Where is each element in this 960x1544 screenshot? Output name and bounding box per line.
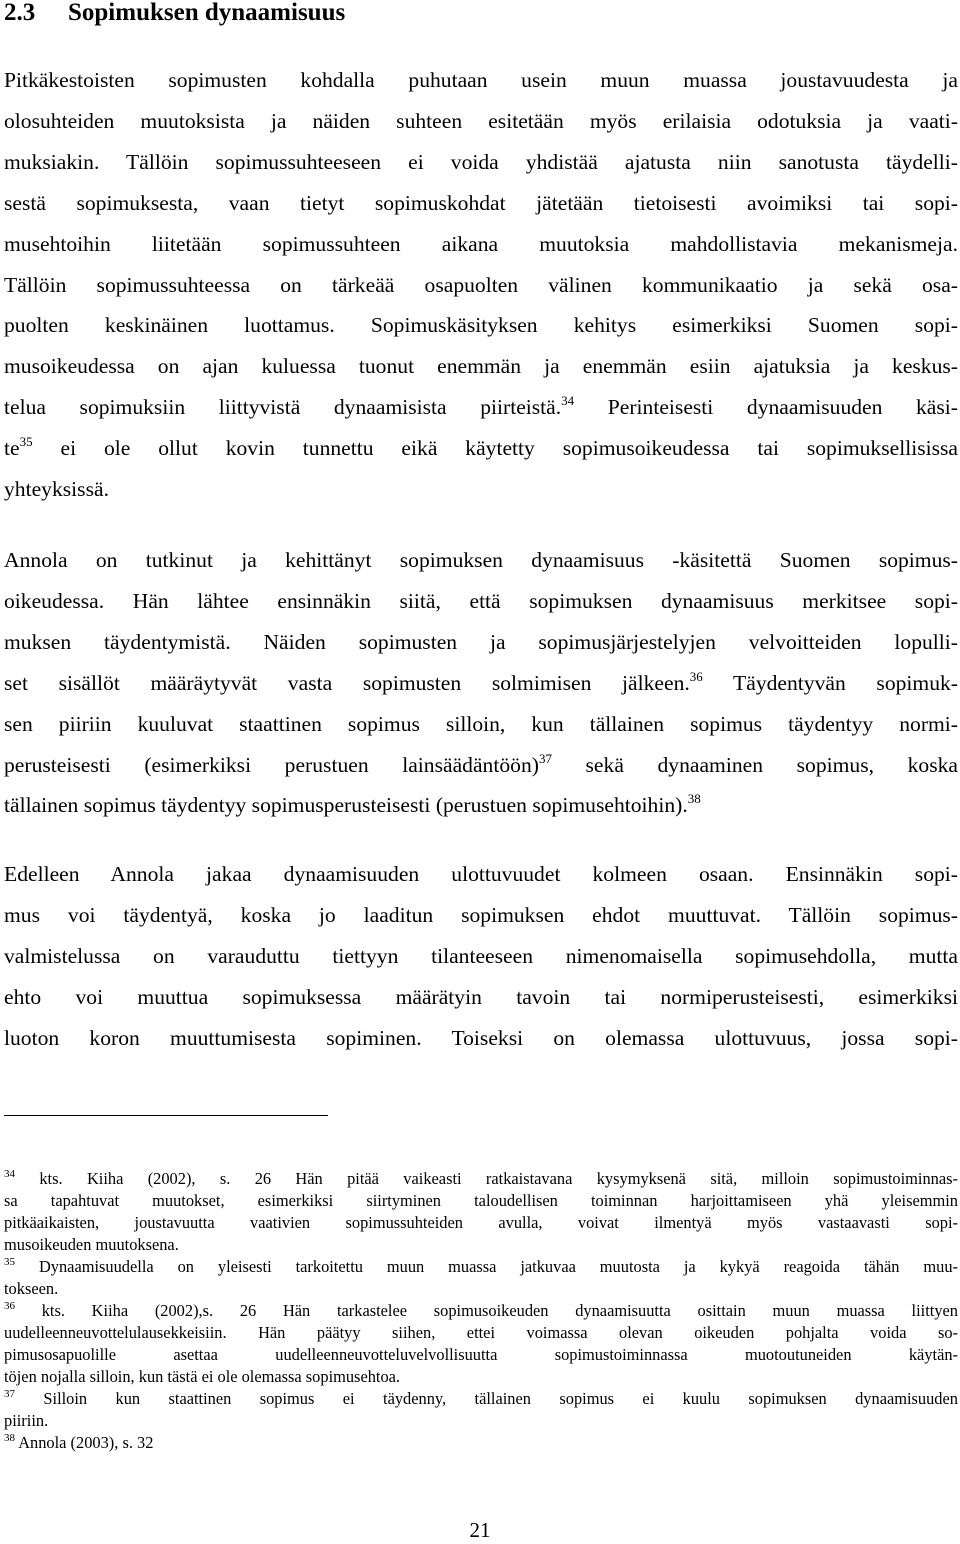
footnote-number: 34: [4, 1168, 15, 1180]
text-line: luoton koron muuttumisesta sopiminen. Toiseksi on olemassa ulottuvuus, jossa sopi-: [4, 1025, 958, 1050]
footnote-ref-37[interactable]: 37: [538, 750, 552, 766]
footnote-ref-34[interactable]: 34: [561, 393, 575, 409]
text-line: Pitkäkestoisten sopimusten kohdalla puhutaan usein muun muassa joustavuudesta ja: [4, 68, 958, 92]
footnote-line: pimusosapuolille asettaa uudelleenneuvotteluvelvollisuutta sopimustoiminnassa muotoutuneiden käytän-: [4, 1345, 958, 1364]
text-line: Annola on tutkinut ja kehittänyt sopimuksen dynaamisuus -käsitettä Suomen sopimus-: [4, 548, 958, 572]
section-heading: [4, 0, 345, 28]
text-line: ehto voi muuttua sopimuksessa määrätyin tavoin tai normiperusteisesti, esimerkiksi: [4, 984, 958, 1009]
footnote-line: pitkäaikaisten, joustavuutta vaativien sopimussuhteiden avulla, voivat ilmentyä myös vastaavasti sopi-: [4, 1213, 958, 1232]
paragraph-3: [4, 854, 958, 1059]
text-line: [4, 663, 958, 704]
footnotes: [4, 1168, 958, 1454]
footnote-35: [4, 1256, 958, 1300]
footnote-text: Silloin kun staattinen sopimus ei täydenny, tällainen sopimus ei kuulu sopimuksen dynaamisuuden: [43, 1389, 958, 1408]
footnote-text: Annola (2003), s. 32: [18, 1433, 154, 1452]
paragraph-2: [4, 540, 958, 826]
text-line: muksiakin. Tällöin sopimussuhteeseen ei voida yhdistää ajatusta niin sanotusta täydelli-: [4, 149, 958, 174]
text-line: [4, 785, 958, 826]
text-segment: tällainen sopimus täydentyy sopimusperusteisesti (perustuen sopimusehtoihin).: [4, 793, 688, 818]
text-line: yhteyksissä.: [4, 477, 109, 502]
footnote-text: Dynaamisuudella on yleisesti tarkoitettu muun muassa jatkuvaa muutosta ja kykyä reagoida tähän muu-: [38, 1257, 958, 1276]
text-line: musehtoihin liitetään sopimussuhteen aikana muutoksia mahdollistavia mekanismeja.: [4, 231, 958, 256]
text-line: [4, 745, 958, 786]
footnote-number: 36: [4, 1300, 15, 1312]
footnote-line: tokseen.: [4, 1279, 59, 1298]
footnote-line: musoikeuden muutoksena.: [4, 1235, 179, 1254]
text-segment: set sisällöt määräytyvät vasta sopimusten solmimisen jälkeen.: [4, 670, 690, 695]
text-segment: te: [4, 436, 20, 461]
footnote-line: [4, 1256, 958, 1278]
section-title: Sopimuksen dynaamisuus: [68, 0, 346, 26]
footnote-number: 37: [4, 1388, 15, 1400]
text-segment: ei ole ollut kovin tunnettu eikä käytetty sopimusoikeudessa tai sopimuksellisissa: [32, 436, 958, 461]
footnote-text: kts. Kiiha (2002), s. 26 Hän pitää vaikeasti ratkaistavana kysymyksenä sitä, milloin sopimustoiminnas-: [39, 1169, 958, 1188]
text-line: muksen täydentymistä. Näiden sopimusten ja sopimusjärjestelyjen velvoitteiden lopulli-: [4, 629, 958, 654]
text-segment: perusteisesti (esimerkiksi perustuen lainsäädäntöön): [4, 752, 539, 777]
footnote-ref-38[interactable]: 38: [687, 791, 701, 807]
text-segment: telua sopimuksiin liittyvistä dynaamisista piirteistä.: [4, 395, 562, 420]
text-segment: sekä dynaaminen sopimus, koska: [551, 752, 958, 777]
footnote-line: [4, 1432, 958, 1454]
footnote-line: piiriin.: [4, 1411, 49, 1430]
text-line: sen piiriin kuuluvat staattinen sopimus silloin, kun tällainen sopimus täydentyy normi-: [4, 711, 958, 736]
footnote-ref-36[interactable]: 36: [689, 668, 703, 684]
footnote-37: [4, 1388, 958, 1432]
footnote-text: kts. Kiiha (2002),s. 26 Hän tarkastelee sopimusoikeuden dynaamisuutta osittain muun muassa liittyen: [41, 1301, 958, 1320]
footnote-line: sa tapahtuvat muutokset, esimerkiksi siirtyminen taloudellisen toiminnan harjoittamiseen yhä yleisemmin: [4, 1191, 958, 1210]
text-line: sestä sopimuksesta, vaan tietyt sopimuskohdat jätetään tietoisesti avoimiksi tai sopi-: [4, 190, 958, 215]
text-segment: Perinteisesti dynaamisuuden käsi-: [574, 395, 958, 420]
footnote-number: 35: [4, 1256, 15, 1268]
page-number: 21: [469, 1518, 491, 1542]
text-line: mus voi täydentyä, koska jo laaditun sopimuksen ehdot muuttuvat. Tällöin sopimus-: [4, 902, 958, 927]
footnote-number: 38: [4, 1432, 15, 1444]
text-line: Edelleen Annola jakaa dynaamisuuden ulottuvuudet kolmeen osaan. Ensinnäkin sopi-: [4, 862, 958, 886]
text-line: oikeudessa. Hän lähtee ensinnäkin siitä, että sopimuksen dynaamisuus merkitsee sopi-: [4, 588, 958, 613]
text-line: Tällöin sopimussuhteessa on tärkeää osapuolten välinen kommunikaatio ja sekä osa-: [4, 272, 958, 297]
footnote-ref-35[interactable]: 35: [19, 434, 33, 450]
footnote-separator: [4, 1115, 328, 1116]
footnote-line: [4, 1300, 958, 1322]
text-line: puolten keskinäinen luottamus. Sopimuskäsityksen kehitys esimerkiksi Suomen sopi-: [4, 313, 958, 338]
footnote-36: [4, 1300, 958, 1388]
paragraph-1: [4, 60, 958, 510]
footnote-34: [4, 1168, 958, 1256]
footnote-line: töjen nojalla silloin, kun tästä ei ole olemassa sopimusehtoa.: [4, 1367, 401, 1386]
text-line: olosuhteiden muutoksista ja näiden suhteen esitetään myös erilaisia odotuksia ja vaati-: [4, 108, 958, 133]
section-number: 2.3: [4, 0, 36, 26]
footnote-line: [4, 1388, 958, 1410]
footnote-line: uudelleenneuvottelulausekkeisiin. Hän päätyy siihen, ettei voimassa olevan oikeuden pohjalta voida so-: [4, 1323, 958, 1342]
text-line: [4, 387, 958, 428]
text-segment: Täydentyvän sopimuk-: [702, 670, 958, 695]
text-line: musoikeudessa on ajan kuluessa tuonut enemmän ja enemmän esiin ajatuksia ja keskus-: [4, 354, 958, 379]
footnote-line: [4, 1168, 958, 1190]
text-line: valmistelussa on varauduttu tiettyyn tilanteeseen nimenomaisella sopimusehdolla, mutta: [4, 943, 958, 968]
footnote-38: [4, 1432, 958, 1454]
text-line: [4, 428, 958, 469]
